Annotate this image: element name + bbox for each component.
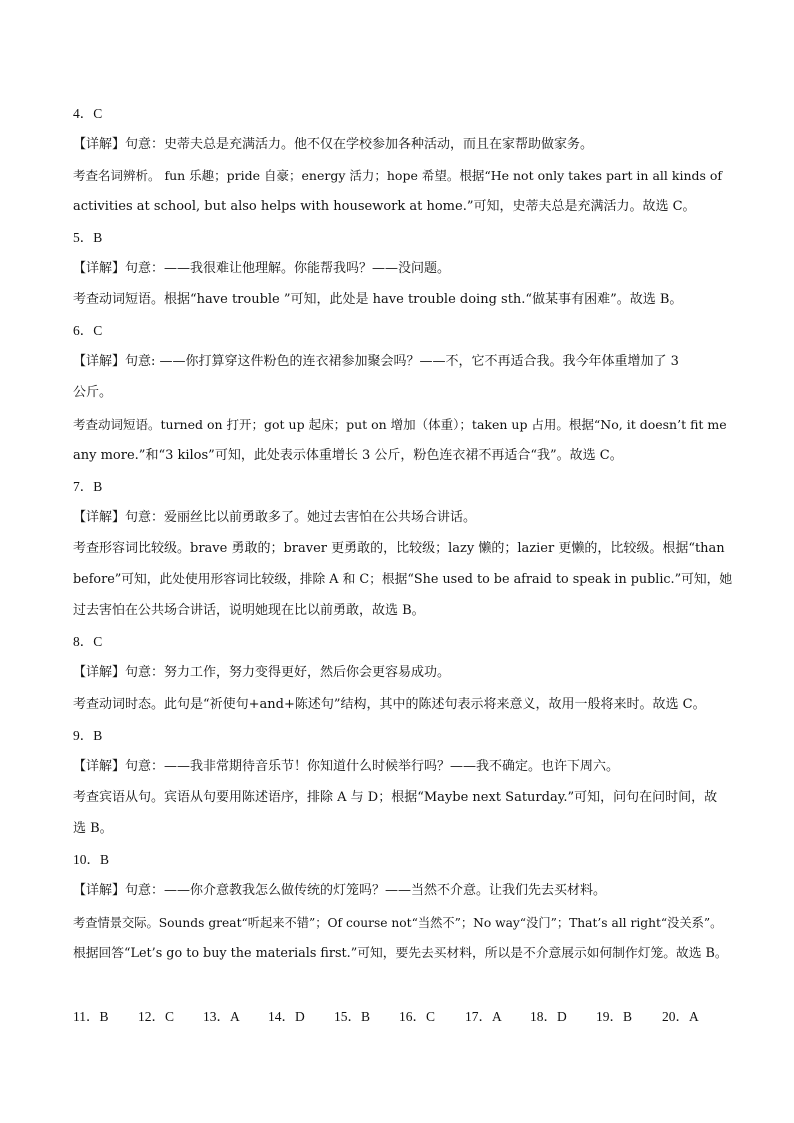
answer-6: 6．C <box>73 323 103 338</box>
answer-8: 8．C <box>73 634 103 649</box>
answer-10: 10．B <box>73 852 110 867</box>
analysis-6-line2: any more.”和“3 kilos”可知，此处表示体重增长 3 公斤，粉色连衣裙不再适合“我”。故选 C。 <box>73 448 623 463</box>
answer-20: 20．A <box>662 1009 699 1024</box>
detail-8: 【详解】句意：努力工作，努力变得更好，然后你会更容易成功。 <box>73 665 451 680</box>
analysis-7-line1: 考查形容词比较级。brave 勇敢的；braver 更勇敢的，比较级；lazy 懒的；lazier 更懒的，比较级。根据“than <box>73 541 725 556</box>
answer-14: 14．D <box>268 1009 305 1024</box>
detail-6: 【详解】句意: ——你打算穿这件粉色的连衣裙参加聚会吗？——不，它不再适合我。我今年体重增加了 3 <box>73 354 679 369</box>
analysis-4-line2: activities at school, but also helps with housework at home.”可知，史蒂夫总是充满活力。故选 C。 <box>73 199 696 214</box>
answer-7: 7．B <box>73 479 103 494</box>
answer-17: 17．A <box>465 1009 502 1024</box>
answer-9: 9．B <box>73 728 103 743</box>
analysis-8-line1: 考查动词时态。此句是“祈使句+and+陈述句”结构，其中的陈述句表示将来意义，故用一般将来时。故选 C。 <box>73 697 706 712</box>
answer-11: 11．B <box>73 1009 109 1024</box>
analysis-10-line1: 考查情景交际。Sounds great“听起来不错”；Of course not“当然不”；No way“没门”；That’s all right“没关系”。 <box>73 916 723 930</box>
detail-6-cont: 公斤。 <box>73 385 113 400</box>
answer-row <box>73 1008 733 1026</box>
analysis-6-line1: 考查动词短语。turned on 打开；got up 起床；put on 增加（体重）；taken up 占用。根据“No, it doesn’t fit me <box>73 417 727 432</box>
detail-5: 【详解】句意：——我很难让他理解。你能帮我吗？——没问题。 <box>73 261 451 276</box>
answer-5: 5．B <box>73 230 103 245</box>
detail-10: 【详解】句意：——你介意教我怎么做传统的灯笼吗？——当然不介意。让我们先去买材料。 <box>73 883 607 898</box>
answer-15: 15．B <box>334 1009 371 1024</box>
analysis-9-line2: 选 B。 <box>73 821 113 836</box>
analysis-4-line1: 考查名词辨析。 fun 乐趣；pride 自豪；energy 活力；hope 希望。根据“He not only takes part in all kinds of <box>73 168 723 183</box>
answer-18: 18．D <box>530 1009 567 1024</box>
analysis-7-line3: 过去害怕在公共场合讲话，说明她现在比以前勇敢，故选 B。 <box>73 603 425 618</box>
detail-7: 【详解】句意：爱丽丝比以前勇敢多了。她过去害怕在公共场合讲话。 <box>73 510 477 525</box>
analysis-9-line1: 考查宾语从句。宾语从句要用陈述语序，排除 A 与 D；根据“Maybe next Saturday.”可知，问句在问时间，故 <box>73 790 718 805</box>
answer-4: 4．C <box>73 106 103 121</box>
analysis-7-line2: before”可知，此处使用形容词比较级，排除 A 和 C；根据“She used to be afraid to speak in public.”可知，她 <box>73 572 733 587</box>
answer-13: 13．A <box>203 1009 240 1024</box>
detail-4: 【详解】句意：史蒂夫总是充满活力。他不仅在学校参加各种活动，而且在家帮助做家务。 <box>73 137 594 152</box>
analysis-10-line2: 根据回答“Let’s go to buy the materials first.”可知，要先去买材料，所以是不介意展示如何制作灯笼。故选 B。 <box>73 946 728 961</box>
answer-19: 19．B <box>596 1009 633 1024</box>
analysis-5-line1: 考查动词短语。根据“have trouble ”可知，此处是 have trouble doing sth.“做某事有困难”。故选 B。 <box>73 292 683 307</box>
detail-9: 【详解】句意：——我非常期待音乐节！你知道什么时候举行吗？——我不确定。也许下周六。 <box>73 759 620 774</box>
answer-16: 16．C <box>399 1009 436 1024</box>
answer-12: 12．C <box>138 1009 175 1024</box>
